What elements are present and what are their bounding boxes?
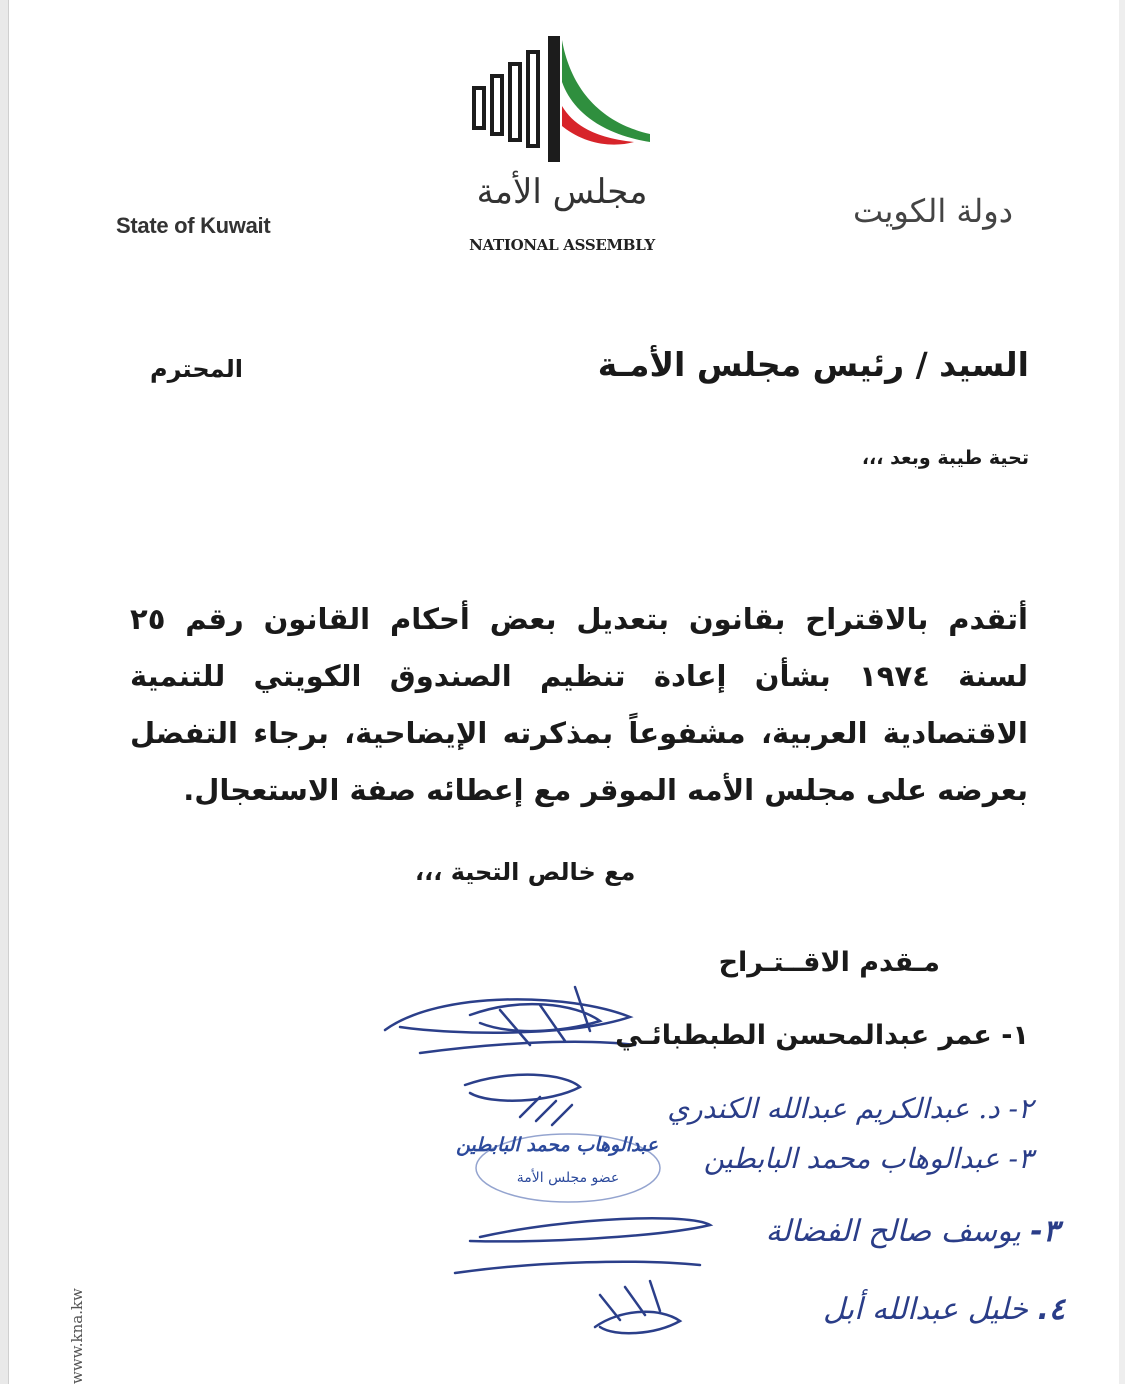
signatory-number: ٢-	[1008, 1092, 1033, 1125]
stamp-member-name: عبدالوهاب محمد البابطين	[456, 1134, 658, 1156]
signatory-row-4	[766, 1214, 1059, 1249]
stamp-member-title: عضو مجلس الأمة	[516, 1170, 620, 1186]
assembly-english-name: NATIONAL ASSEMBLY	[469, 236, 655, 254]
signatory-row-1	[615, 1020, 1029, 1051]
signatory-number: ٣-	[1030, 1214, 1059, 1249]
assembly-arabic-name: مجلس الأمة	[476, 172, 648, 212]
signatory-name: عبدالوهاب محمد البابطين	[703, 1142, 1000, 1175]
closing-salutation: مع خالص التحية ،،،	[415, 858, 636, 886]
signatory-number: ١-	[1001, 1020, 1029, 1051]
letter-body: أتقدم بالاقتراح بقانون بتعديل بعض أحكام القانون رقم ٢٥ لسنة ١٩٧٤ بشأن إعادة تنظيم الصندوق الكويتي للتنمية الاقتصادية العربية، مشفوعاً بمذكرته الإيضاحية، برجاء التفضل بعرضه على مجلس الأمه الموقر مع إعطائه صفة الاستعجال.	[130, 602, 1028, 807]
signatory-number: ٣-	[1008, 1142, 1033, 1175]
sidebar-url-text: www.kna.kw	[68, 1288, 86, 1384]
signatory-name: خليل عبدالله أبل	[823, 1292, 1028, 1327]
state-arabic-label: دولة الكويت	[853, 192, 1013, 230]
sidebar-url	[66, 1280, 86, 1384]
page-edge-right	[1119, 0, 1125, 1384]
greeting: تحية طيبة وبعد ،،،	[861, 447, 1029, 469]
signatory-row-3	[704, 1142, 1033, 1175]
page-edge-rule	[8, 0, 9, 1384]
signatory-row-2	[667, 1092, 1033, 1125]
signatory-row-5	[823, 1292, 1065, 1327]
signatory-name: يوسف صالح الفضالة	[765, 1214, 1021, 1249]
national-assembly-logo	[462, 30, 662, 170]
signatory-number: ٤.	[1037, 1292, 1065, 1327]
signatory-name: د. عبدالكريم عبدالله الكندري	[667, 1092, 1000, 1125]
signatory-name: عمر عبدالمحسن الطبطبائـي	[615, 1020, 992, 1051]
addressee: السيد / رئيس مجلس الأمـة	[597, 345, 1029, 384]
state-english-label: State of Kuwait	[116, 213, 271, 238]
proposers-heading: مـقدم الاقــتـراح	[718, 947, 940, 978]
page-edge-left	[0, 0, 8, 1384]
honorific: المحترم	[150, 355, 243, 383]
